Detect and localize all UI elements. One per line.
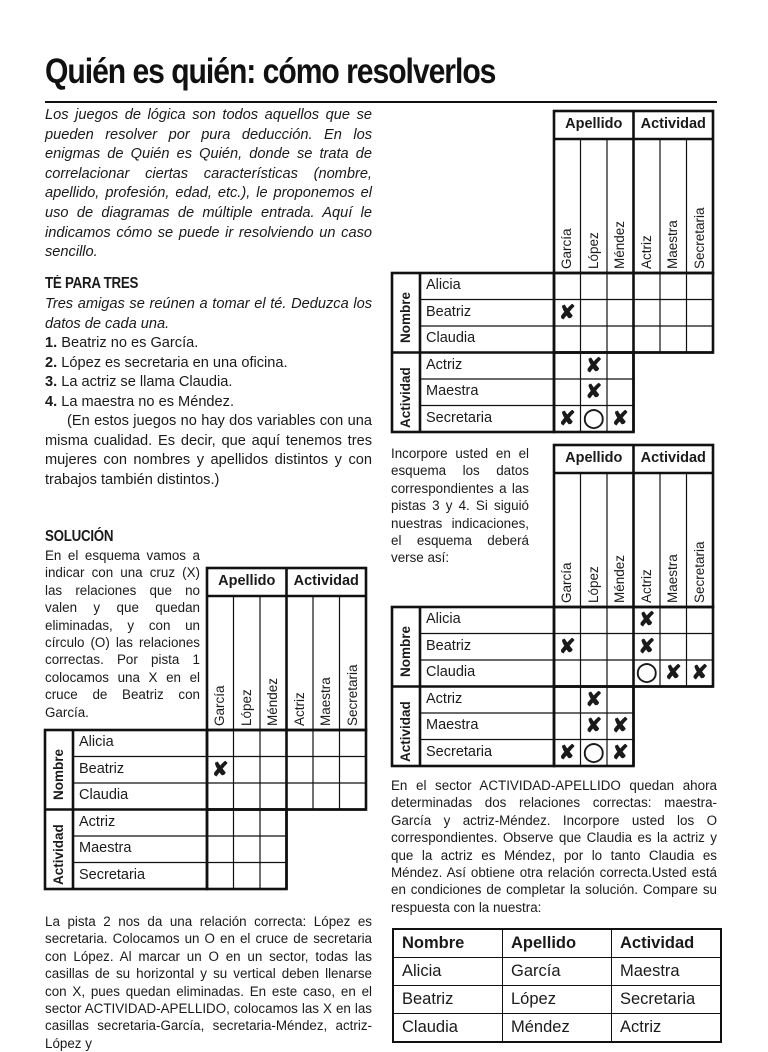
cross-mark: ✘ <box>558 741 576 764</box>
column-label: Secretaria <box>344 664 360 726</box>
cross-mark: ✘ <box>211 758 229 781</box>
group-header-actividad: Actividad <box>640 116 706 132</box>
column-label: Secretaria <box>691 207 707 269</box>
circle-mark: ◯ <box>583 741 605 763</box>
row-label: Actriz <box>79 813 116 830</box>
column-label: Actriz <box>291 692 307 726</box>
solution-text-1: En el esquema vamos a indicar con una cruz (X) las relaciones que no valen y que quedan eliminadas, y con un círculo (O) las relaciones correctas. Por pista 1 colocamos una X en el cruce de Beatriz con García. <box>45 548 200 720</box>
column-label: Maestra <box>665 220 680 269</box>
table-cell: Maestra <box>612 958 722 986</box>
group-label-actividad: Actividad <box>398 367 413 428</box>
cross-mark: ✘ <box>664 662 682 684</box>
column-label: García <box>212 685 227 726</box>
row-label: Actriz <box>426 690 463 707</box>
row-label: Secretaria <box>426 409 493 426</box>
column-label: Maestra <box>665 554 680 603</box>
column-label: García <box>559 228 574 269</box>
row-label: Beatriz <box>79 760 125 777</box>
group-header-apellido: Apellido <box>565 116 623 132</box>
row-label: Alicia <box>426 277 461 293</box>
cross-mark: ✘ <box>558 301 576 324</box>
cross-mark: ✘ <box>585 381 603 403</box>
intro-paragraph: Los juegos de lógica son todos aquellos que se pueden resolver por pura deducción. En los enigmas de Quién es Quién, donde se trata de correlacionar ciertas características (nombre, apellido, profesión, edad, etc.), le proponemos el uso de diagramas de múltiple entrada. Aquí le indicamos cómo se puede ir resolviendo un caso sencillo. <box>45 107 372 261</box>
solution-text-2: La pista 2 nos da una relación correcta: López es secretaria. Colocamos un O en el cruce de secretaria con López. Al marcar un O en un sector, todas las casillas de su horizontal y su vertical deben llenarse con X, pues quedan eliminadas. En este caso, en el sector ACTIVIDAD-APELLIDO, colocamos las X en las casillas secretaria-García, secretaria-Méndez, actriz-López y <box>45 914 372 1051</box>
row-label: Claudia <box>426 330 476 346</box>
column-label: Méndez <box>265 677 280 726</box>
row-label: Actriz <box>426 356 463 373</box>
puzzle-heading: TÉ PARA TRES <box>45 275 139 292</box>
answer-table-header <box>393 929 721 958</box>
puzzle-note: (En estos juegos no hay dos variables con una misma cualidad. Es decir, que aquí tenemos tres mujeres con nombres y apellidos distintos y con trabajos también distintos.) <box>45 413 372 488</box>
table-row <box>393 1014 721 1043</box>
row-label: Alicia <box>426 611 461 627</box>
cross-mark: ✘ <box>558 407 576 430</box>
column-label: Méndez <box>612 554 627 603</box>
group-label-nombre: Nombre <box>51 748 66 800</box>
row-label: Secretaria <box>79 866 146 883</box>
page-title: Quién es quién: cómo resolverlos <box>45 52 496 91</box>
clue-item: 4. La maestra no es Méndez. <box>45 393 235 410</box>
header-nombre: Nombre <box>393 929 503 958</box>
group-label-nombre: Nombre <box>398 291 413 343</box>
group-label-actividad: Actividad <box>51 824 66 885</box>
row-label: Claudia <box>426 664 476 680</box>
header-apellido: Apellido <box>503 929 612 958</box>
table-row <box>393 958 721 986</box>
column-label: Actriz <box>638 235 654 269</box>
group-label-nombre: Nombre <box>398 625 413 677</box>
group-header-actividad: Actividad <box>640 450 706 466</box>
group-header-actividad: Actividad <box>293 573 359 589</box>
solution-heading: SOLUCIÓN <box>45 528 114 545</box>
row-label: Maestra <box>426 717 479 733</box>
cross-mark: ✘ <box>585 715 603 737</box>
table-cell: García <box>503 958 612 986</box>
column-label: López <box>585 566 601 603</box>
cross-mark: ✘ <box>585 688 603 711</box>
row-label: Maestra <box>426 383 479 399</box>
clue-item: 3. La actriz se llama Claudia. <box>45 374 233 391</box>
table-cell: Secretaria <box>612 986 722 1014</box>
cross-mark: ✘ <box>611 741 629 764</box>
cross-mark: ✘ <box>691 662 709 684</box>
group-header-apellido: Apellido <box>565 450 623 466</box>
table-cell: Beatriz <box>393 986 503 1014</box>
group-label-actividad: Actividad <box>398 701 413 762</box>
column-label: López <box>238 689 254 726</box>
answer-table <box>392 928 722 1043</box>
cross-mark: ✘ <box>638 609 656 631</box>
cross-mark: ✘ <box>558 635 576 658</box>
puzzle-statement: Tres amigas se reúnen a tomar el té. Deduzca los datos de cada una. <box>45 296 372 332</box>
cross-mark: ✘ <box>585 354 603 377</box>
cross-mark: ✘ <box>638 635 656 658</box>
circle-mark: ◯ <box>583 407 605 429</box>
cross-mark: ✘ <box>611 715 629 737</box>
column-label: López <box>585 232 601 269</box>
circle-mark: ◯ <box>636 662 658 683</box>
table-row <box>393 986 721 1014</box>
table-cell: López <box>503 986 612 1014</box>
title-rule <box>45 101 717 103</box>
column-label: Méndez <box>612 220 627 269</box>
table-cell: Claudia <box>393 1014 503 1043</box>
row-label: Claudia <box>79 787 129 803</box>
column-label: Actriz <box>638 569 654 603</box>
clue-item: 2. López es secretaria en una oficina. <box>45 354 288 371</box>
header-actividad: Actividad <box>612 929 722 958</box>
solution-text-3: Incorpore usted en el esquema los datos correspondientes a las pistas 3 y 4. Si siguió nuestras indicaciones, el esquema deberá verse así: <box>391 446 529 566</box>
cross-mark: ✘ <box>611 407 629 430</box>
row-label: Maestra <box>79 840 132 856</box>
row-label: Beatriz <box>426 303 472 320</box>
clue-list <box>45 334 372 412</box>
row-label: Secretaria <box>426 743 493 760</box>
row-label: Beatriz <box>426 637 472 654</box>
table-cell: Alicia <box>393 958 503 986</box>
row-label: Alicia <box>79 734 114 750</box>
clue-item: 1. Beatriz no es García. <box>45 335 199 351</box>
column-label: Secretaria <box>691 541 707 603</box>
column-label: García <box>559 562 574 603</box>
table-cell: Actriz <box>612 1014 722 1043</box>
table-cell: Méndez <box>503 1014 612 1043</box>
solution-text-4: En el sector ACTIVIDAD-APELLIDO quedan ahora determinadas dos relaciones correctas: maestra-García y actriz-Méndez. Incorpore usted los O correspondientes. Observe que Claudia es la actriz y que la actriz es Méndez, por lo tanto Claudia es Méndez. Así obtiene otra relación correcta.Usted está en condiciones de completar la solución. Compare su respuesta con la nuestra: <box>391 778 717 915</box>
column-label: Maestra <box>318 677 333 726</box>
group-header-apellido: Apellido <box>218 573 276 589</box>
